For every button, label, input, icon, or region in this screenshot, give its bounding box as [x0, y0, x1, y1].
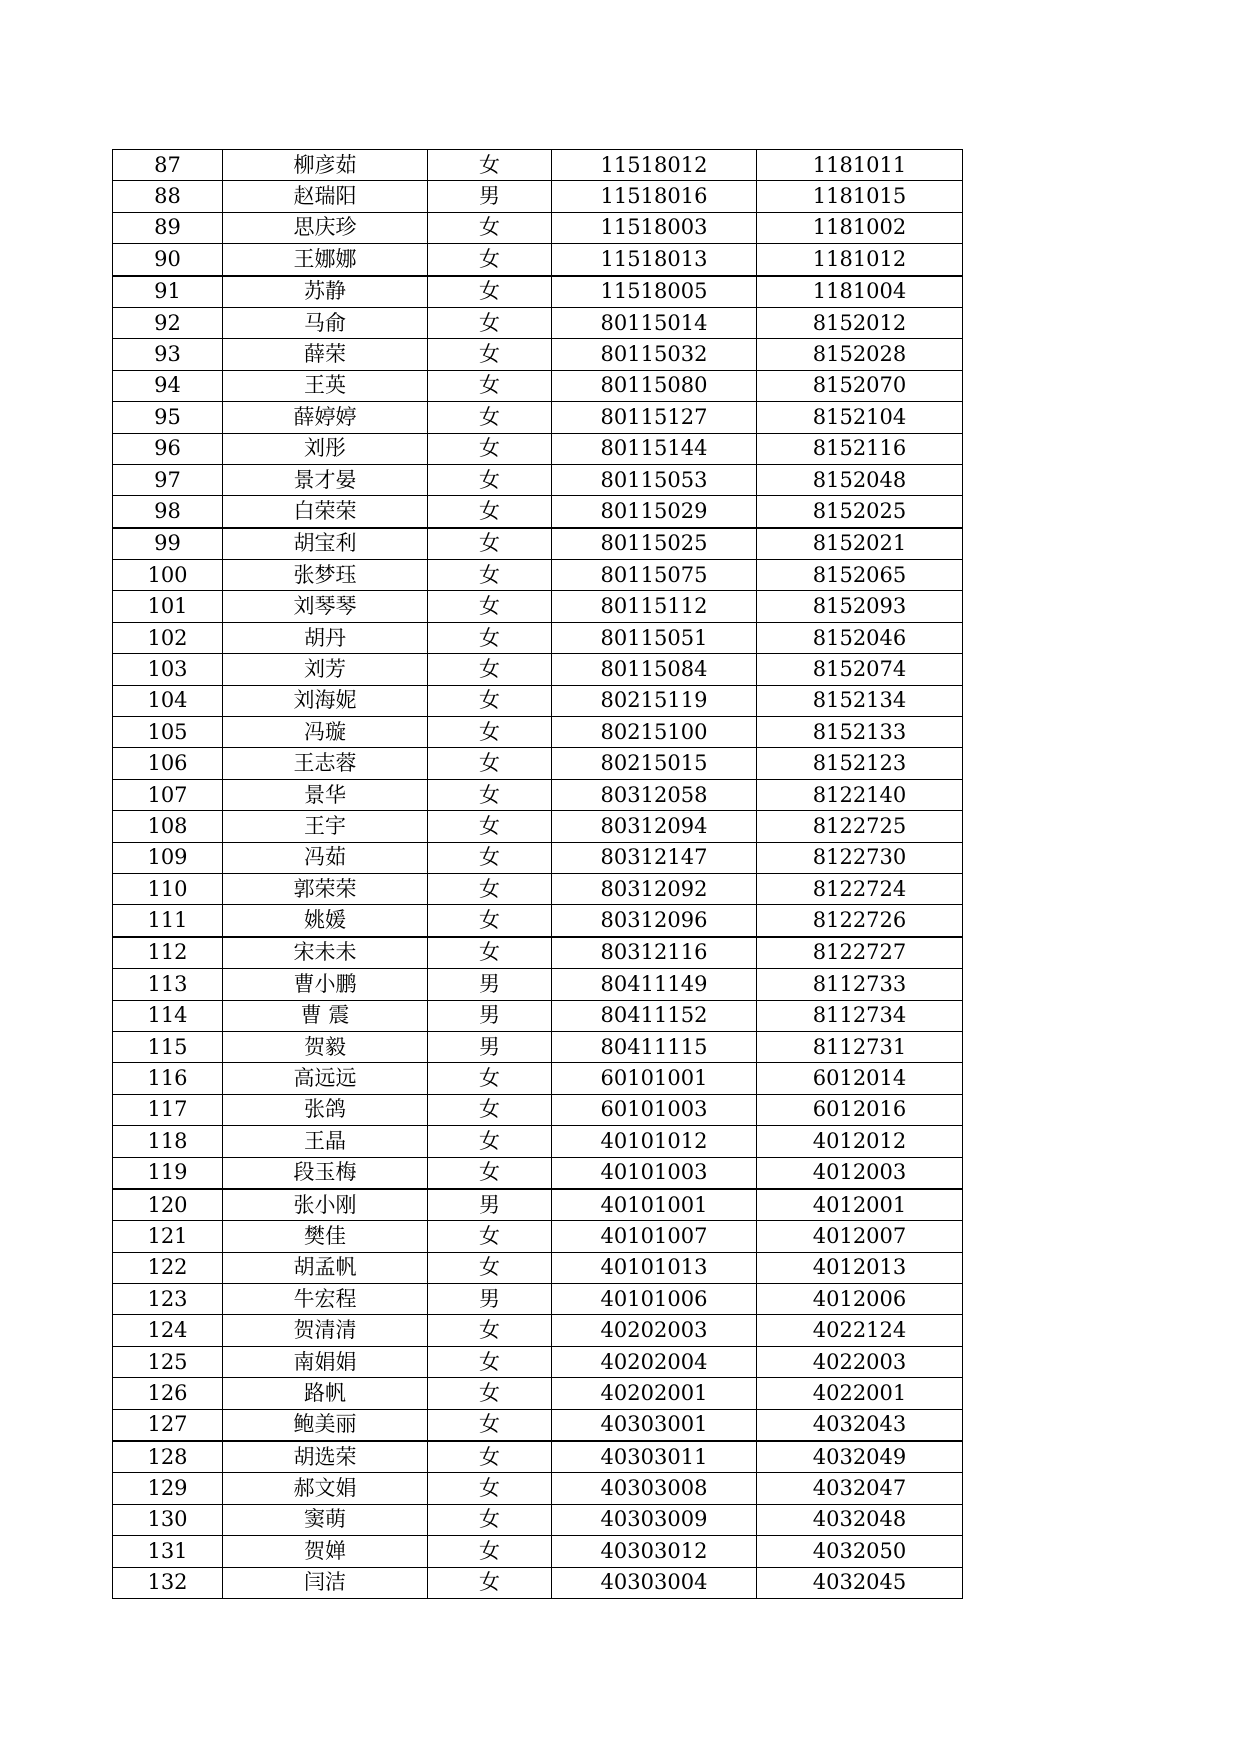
table-row — [113, 1536, 963, 1567]
name-cell: 景才晏 — [223, 464, 428, 495]
roster-table-body — [113, 150, 963, 1599]
gender-cell: 女 — [428, 811, 552, 842]
id-number-cell: 40202003 — [552, 1315, 757, 1346]
table-row — [113, 1284, 963, 1315]
row-index-cell: 91 — [113, 276, 223, 308]
gender-cell: 女 — [428, 276, 552, 308]
row-index-cell: 104 — [113, 685, 223, 716]
name-cell: 郭荣荣 — [223, 873, 428, 904]
gender-cell: 女 — [428, 1221, 552, 1252]
gender-cell: 女 — [428, 402, 552, 433]
name-cell: 王志蓉 — [223, 748, 428, 779]
id-number-cell: 80312058 — [552, 779, 757, 810]
row-index-cell: 114 — [113, 1000, 223, 1031]
id-number-cell: 80312092 — [552, 873, 757, 904]
table-row — [113, 339, 963, 370]
id-number-cell: 80115053 — [552, 464, 757, 495]
code-number-cell: 8112734 — [757, 1000, 963, 1031]
gender-cell: 男 — [428, 1000, 552, 1031]
id-number-cell: 80411115 — [552, 1031, 757, 1062]
name-cell: 段玉梅 — [223, 1157, 428, 1189]
row-index-cell: 101 — [113, 591, 223, 622]
name-cell: 思庆珍 — [223, 212, 428, 243]
table-row — [113, 1157, 963, 1189]
name-cell: 刘芳 — [223, 654, 428, 685]
code-number-cell: 1181015 — [757, 181, 963, 212]
gender-cell: 女 — [428, 1315, 552, 1346]
gender-cell: 男 — [428, 1189, 552, 1221]
row-index-cell: 89 — [113, 212, 223, 243]
table-row — [113, 1346, 963, 1377]
code-number-cell: 8152104 — [757, 402, 963, 433]
gender-cell: 女 — [428, 212, 552, 243]
code-number-cell: 8152074 — [757, 654, 963, 685]
gender-cell: 男 — [428, 181, 552, 212]
id-number-cell: 11518003 — [552, 212, 757, 243]
row-index-cell: 87 — [113, 150, 223, 181]
gender-cell: 女 — [428, 560, 552, 591]
row-index-cell: 118 — [113, 1126, 223, 1157]
code-number-cell: 4012003 — [757, 1157, 963, 1189]
row-index-cell: 90 — [113, 244, 223, 276]
row-index-cell: 93 — [113, 339, 223, 370]
id-number-cell: 40303001 — [552, 1409, 757, 1441]
gender-cell: 女 — [428, 1346, 552, 1377]
table-row — [113, 779, 963, 810]
code-number-cell: 1181012 — [757, 244, 963, 276]
row-index-cell: 132 — [113, 1567, 223, 1598]
name-cell: 薛婷婷 — [223, 402, 428, 433]
code-number-cell: 4022124 — [757, 1315, 963, 1346]
name-cell: 景华 — [223, 779, 428, 810]
code-number-cell: 4032047 — [757, 1473, 963, 1504]
row-index-cell: 108 — [113, 811, 223, 842]
table-row — [113, 244, 963, 276]
gender-cell: 女 — [428, 370, 552, 401]
id-number-cell: 80115112 — [552, 591, 757, 622]
gender-cell: 男 — [428, 1284, 552, 1315]
row-index-cell: 107 — [113, 779, 223, 810]
code-number-cell: 8152134 — [757, 685, 963, 716]
table-row — [113, 1315, 963, 1346]
code-number-cell: 8122725 — [757, 811, 963, 842]
table-row — [113, 1378, 963, 1409]
table-row — [113, 402, 963, 433]
table-row — [113, 748, 963, 779]
row-index-cell: 116 — [113, 1063, 223, 1094]
row-index-cell: 111 — [113, 905, 223, 937]
row-index-cell: 100 — [113, 560, 223, 591]
name-cell: 张小刚 — [223, 1189, 428, 1221]
row-index-cell: 128 — [113, 1441, 223, 1473]
code-number-cell: 1181011 — [757, 150, 963, 181]
row-index-cell: 103 — [113, 654, 223, 685]
table-row — [113, 1063, 963, 1094]
table-row — [113, 370, 963, 401]
id-number-cell: 40303004 — [552, 1567, 757, 1598]
id-number-cell: 80115025 — [552, 528, 757, 560]
row-index-cell: 120 — [113, 1189, 223, 1221]
gender-cell: 女 — [428, 1252, 552, 1283]
table-row — [113, 811, 963, 842]
name-cell: 贺清清 — [223, 1315, 428, 1346]
table-row — [113, 1252, 963, 1283]
row-index-cell: 95 — [113, 402, 223, 433]
name-cell: 张梦珏 — [223, 560, 428, 591]
code-number-cell: 8152133 — [757, 717, 963, 748]
code-number-cell: 4012006 — [757, 1284, 963, 1315]
row-index-cell: 130 — [113, 1504, 223, 1535]
id-number-cell: 40202001 — [552, 1378, 757, 1409]
id-number-cell: 80115084 — [552, 654, 757, 685]
gender-cell: 女 — [428, 244, 552, 276]
gender-cell: 女 — [428, 496, 552, 528]
table-row — [113, 276, 963, 308]
table-row — [113, 307, 963, 338]
id-number-cell: 40303011 — [552, 1441, 757, 1473]
table-row — [113, 717, 963, 748]
row-index-cell: 127 — [113, 1409, 223, 1441]
table-row — [113, 1031, 963, 1062]
gender-cell: 女 — [428, 1536, 552, 1567]
name-cell: 闫洁 — [223, 1567, 428, 1598]
name-cell: 苏静 — [223, 276, 428, 308]
id-number-cell: 11518016 — [552, 181, 757, 212]
code-number-cell: 8152012 — [757, 307, 963, 338]
gender-cell: 女 — [428, 748, 552, 779]
code-number-cell: 4032049 — [757, 1441, 963, 1473]
table-row — [113, 1441, 963, 1473]
id-number-cell: 40101013 — [552, 1252, 757, 1283]
gender-cell: 女 — [428, 1063, 552, 1094]
name-cell: 王英 — [223, 370, 428, 401]
id-number-cell: 11518005 — [552, 276, 757, 308]
code-number-cell: 8152046 — [757, 622, 963, 653]
code-number-cell: 8152048 — [757, 464, 963, 495]
table-row — [113, 181, 963, 212]
roster-table — [112, 149, 963, 1599]
code-number-cell: 8122730 — [757, 842, 963, 873]
id-number-cell: 60101003 — [552, 1094, 757, 1125]
id-number-cell: 80312116 — [552, 937, 757, 969]
name-cell: 曹小鹏 — [223, 969, 428, 1000]
id-number-cell: 40101007 — [552, 1221, 757, 1252]
row-index-cell: 96 — [113, 433, 223, 464]
gender-cell: 女 — [428, 1378, 552, 1409]
row-index-cell: 98 — [113, 496, 223, 528]
table-row — [113, 685, 963, 716]
name-cell: 柳彦茹 — [223, 150, 428, 181]
table-row — [113, 937, 963, 969]
id-number-cell: 40202004 — [552, 1346, 757, 1377]
table-row — [113, 1567, 963, 1598]
id-number-cell: 80411152 — [552, 1000, 757, 1031]
gender-cell: 女 — [428, 717, 552, 748]
code-number-cell: 8152116 — [757, 433, 963, 464]
code-number-cell: 8152123 — [757, 748, 963, 779]
name-cell: 樊佳 — [223, 1221, 428, 1252]
code-number-cell: 4022001 — [757, 1378, 963, 1409]
name-cell: 胡宝利 — [223, 528, 428, 560]
name-cell: 马俞 — [223, 307, 428, 338]
name-cell: 姚媛 — [223, 905, 428, 937]
id-number-cell: 40101006 — [552, 1284, 757, 1315]
id-number-cell: 60101001 — [552, 1063, 757, 1094]
id-number-cell: 80115014 — [552, 307, 757, 338]
id-number-cell: 40101001 — [552, 1189, 757, 1221]
gender-cell: 女 — [428, 873, 552, 904]
code-number-cell: 4032048 — [757, 1504, 963, 1535]
gender-cell: 女 — [428, 779, 552, 810]
name-cell: 南娟娟 — [223, 1346, 428, 1377]
code-number-cell: 4032045 — [757, 1567, 963, 1598]
table-row — [113, 969, 963, 1000]
table-row — [113, 622, 963, 653]
gender-cell: 女 — [428, 1567, 552, 1598]
code-number-cell: 4012013 — [757, 1252, 963, 1283]
name-cell: 王晶 — [223, 1126, 428, 1157]
gender-cell: 女 — [428, 433, 552, 464]
name-cell: 胡孟帆 — [223, 1252, 428, 1283]
gender-cell: 女 — [428, 937, 552, 969]
id-number-cell: 80215119 — [552, 685, 757, 716]
row-index-cell: 112 — [113, 937, 223, 969]
gender-cell: 男 — [428, 1031, 552, 1062]
row-index-cell: 99 — [113, 528, 223, 560]
id-number-cell: 11518012 — [552, 150, 757, 181]
row-index-cell: 113 — [113, 969, 223, 1000]
code-number-cell: 8122724 — [757, 873, 963, 904]
id-number-cell: 80115127 — [552, 402, 757, 433]
row-index-cell: 105 — [113, 717, 223, 748]
name-cell: 贺毅 — [223, 1031, 428, 1062]
name-cell: 王宇 — [223, 811, 428, 842]
name-cell: 胡丹 — [223, 622, 428, 653]
gender-cell: 女 — [428, 464, 552, 495]
row-index-cell: 110 — [113, 873, 223, 904]
row-index-cell: 109 — [113, 842, 223, 873]
name-cell: 冯璇 — [223, 717, 428, 748]
gender-cell: 女 — [428, 1157, 552, 1189]
gender-cell: 女 — [428, 150, 552, 181]
row-index-cell: 102 — [113, 622, 223, 653]
name-cell: 薛荣 — [223, 339, 428, 370]
code-number-cell: 4012007 — [757, 1221, 963, 1252]
name-cell: 刘彤 — [223, 433, 428, 464]
code-number-cell: 8122140 — [757, 779, 963, 810]
table-row — [113, 433, 963, 464]
table-row — [113, 1473, 963, 1504]
id-number-cell: 40303009 — [552, 1504, 757, 1535]
gender-cell: 女 — [428, 528, 552, 560]
code-number-cell: 1181002 — [757, 212, 963, 243]
code-number-cell: 8152025 — [757, 496, 963, 528]
table-row — [113, 654, 963, 685]
code-number-cell: 4032043 — [757, 1409, 963, 1441]
name-cell: 宋未未 — [223, 937, 428, 969]
row-index-cell: 123 — [113, 1284, 223, 1315]
table-row — [113, 1000, 963, 1031]
table-row — [113, 1126, 963, 1157]
gender-cell: 女 — [428, 654, 552, 685]
name-cell: 王娜娜 — [223, 244, 428, 276]
row-index-cell: 126 — [113, 1378, 223, 1409]
table-row — [113, 496, 963, 528]
row-index-cell: 124 — [113, 1315, 223, 1346]
name-cell: 张鸽 — [223, 1094, 428, 1125]
code-number-cell: 6012016 — [757, 1094, 963, 1125]
id-number-cell: 80312147 — [552, 842, 757, 873]
code-number-cell: 4032050 — [757, 1536, 963, 1567]
code-number-cell: 8152028 — [757, 339, 963, 370]
table-row — [113, 905, 963, 937]
id-number-cell: 80115075 — [552, 560, 757, 591]
row-index-cell: 94 — [113, 370, 223, 401]
name-cell: 鲍美丽 — [223, 1409, 428, 1441]
gender-cell: 女 — [428, 905, 552, 937]
row-index-cell: 97 — [113, 464, 223, 495]
gender-cell: 女 — [428, 1126, 552, 1157]
code-number-cell: 8122726 — [757, 905, 963, 937]
table-row — [113, 1504, 963, 1535]
code-number-cell: 8152021 — [757, 528, 963, 560]
name-cell: 窦萌 — [223, 1504, 428, 1535]
row-index-cell: 129 — [113, 1473, 223, 1504]
name-cell: 刘海妮 — [223, 685, 428, 716]
row-index-cell: 117 — [113, 1094, 223, 1125]
gender-cell: 女 — [428, 1504, 552, 1535]
row-index-cell: 121 — [113, 1221, 223, 1252]
name-cell: 刘琴琴 — [223, 591, 428, 622]
code-number-cell: 8112731 — [757, 1031, 963, 1062]
id-number-cell: 80115144 — [552, 433, 757, 464]
row-index-cell: 88 — [113, 181, 223, 212]
id-number-cell: 40101003 — [552, 1157, 757, 1189]
gender-cell: 女 — [428, 339, 552, 370]
row-index-cell: 106 — [113, 748, 223, 779]
gender-cell: 女 — [428, 307, 552, 338]
code-number-cell: 8152065 — [757, 560, 963, 591]
table-row — [113, 591, 963, 622]
gender-cell: 男 — [428, 969, 552, 1000]
table-row — [113, 528, 963, 560]
id-number-cell: 11518013 — [552, 244, 757, 276]
row-index-cell: 115 — [113, 1031, 223, 1062]
name-cell: 冯茹 — [223, 842, 428, 873]
id-number-cell: 80115029 — [552, 496, 757, 528]
id-number-cell: 80115080 — [552, 370, 757, 401]
table-row — [113, 1189, 963, 1221]
id-number-cell: 40101012 — [552, 1126, 757, 1157]
table-row — [113, 1094, 963, 1125]
id-number-cell: 40303012 — [552, 1536, 757, 1567]
id-number-cell: 80411149 — [552, 969, 757, 1000]
gender-cell: 女 — [428, 1441, 552, 1473]
id-number-cell: 40303008 — [552, 1473, 757, 1504]
gender-cell: 女 — [428, 1473, 552, 1504]
name-cell: 白荣荣 — [223, 496, 428, 528]
row-index-cell: 122 — [113, 1252, 223, 1283]
id-number-cell: 80312096 — [552, 905, 757, 937]
code-number-cell: 4012001 — [757, 1189, 963, 1221]
id-number-cell: 80312094 — [552, 811, 757, 842]
gender-cell: 女 — [428, 591, 552, 622]
table-row — [113, 150, 963, 181]
code-number-cell: 8112733 — [757, 969, 963, 1000]
row-index-cell: 131 — [113, 1536, 223, 1567]
id-number-cell: 80215015 — [552, 748, 757, 779]
row-index-cell: 92 — [113, 307, 223, 338]
gender-cell: 女 — [428, 622, 552, 653]
table-row — [113, 464, 963, 495]
id-number-cell: 80215100 — [552, 717, 757, 748]
name-cell: 曹 震 — [223, 1000, 428, 1031]
table-row — [113, 1221, 963, 1252]
name-cell: 郝文娟 — [223, 1473, 428, 1504]
gender-cell: 女 — [428, 842, 552, 873]
id-number-cell: 80115051 — [552, 622, 757, 653]
code-number-cell: 8152070 — [757, 370, 963, 401]
id-number-cell: 80115032 — [552, 339, 757, 370]
name-cell: 路帆 — [223, 1378, 428, 1409]
name-cell: 胡选荣 — [223, 1441, 428, 1473]
gender-cell: 女 — [428, 685, 552, 716]
code-number-cell: 4012012 — [757, 1126, 963, 1157]
code-number-cell: 6012014 — [757, 1063, 963, 1094]
name-cell: 赵瑞阳 — [223, 181, 428, 212]
gender-cell: 女 — [428, 1094, 552, 1125]
table-row — [113, 212, 963, 243]
code-number-cell: 1181004 — [757, 276, 963, 308]
table-row — [113, 842, 963, 873]
code-number-cell: 8122727 — [757, 937, 963, 969]
code-number-cell: 8152093 — [757, 591, 963, 622]
row-index-cell: 119 — [113, 1157, 223, 1189]
gender-cell: 女 — [428, 1409, 552, 1441]
table-row — [113, 560, 963, 591]
name-cell: 牛宏程 — [223, 1284, 428, 1315]
name-cell: 贺婵 — [223, 1536, 428, 1567]
table-row — [113, 1409, 963, 1441]
row-index-cell: 125 — [113, 1346, 223, 1377]
name-cell: 高远远 — [223, 1063, 428, 1094]
table-row — [113, 873, 963, 904]
code-number-cell: 4022003 — [757, 1346, 963, 1377]
